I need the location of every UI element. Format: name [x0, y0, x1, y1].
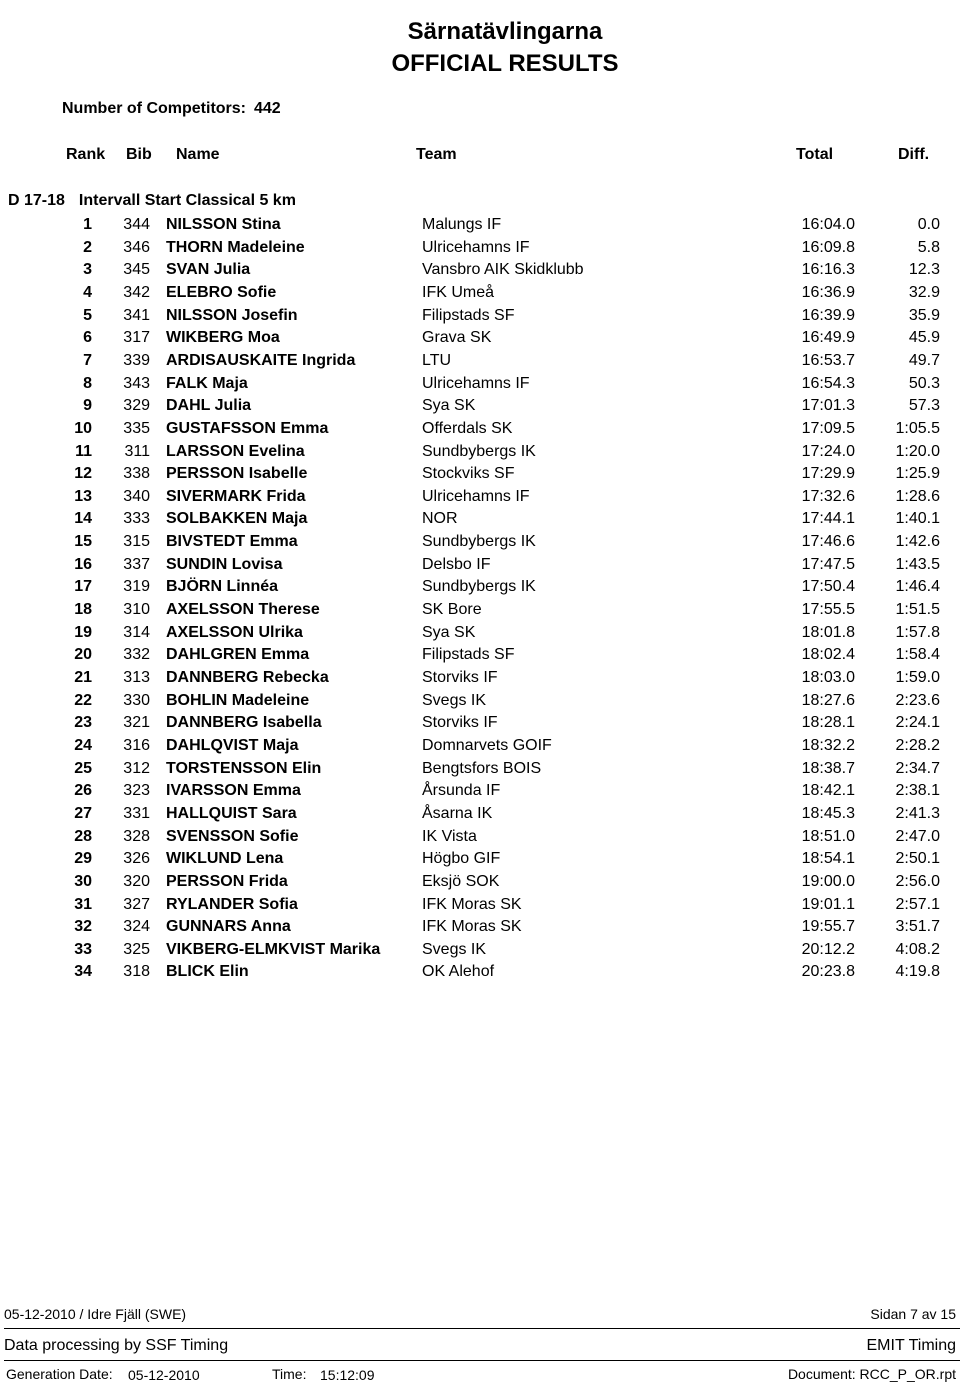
result-total: 17:24.0 [801, 442, 855, 460]
result-diff: 1:25.9 [895, 465, 940, 483]
result-row [0, 692, 960, 714]
result-bib: 327 [123, 895, 150, 913]
result-name: SIVERMARK Frida [166, 487, 306, 505]
result-team: Sya SK [422, 397, 476, 415]
result-total: 18:54.1 [801, 850, 855, 868]
result-row [0, 624, 960, 646]
result-bib: 337 [123, 555, 150, 573]
page-subtitle: OFFICIAL RESULTS [391, 50, 619, 77]
result-team: Ulricehamns IF [422, 238, 530, 256]
result-rank: 24 [74, 736, 92, 754]
footer-generation-value: 05-12-2010 [128, 1367, 200, 1383]
result-name: NILSSON Josefin [166, 306, 298, 324]
result-diff: 2:38.1 [895, 782, 940, 800]
result-total: 19:00.0 [801, 872, 855, 890]
result-bib: 311 [124, 442, 150, 460]
result-row [0, 352, 960, 374]
result-total: 19:01.1 [801, 895, 855, 913]
column-header-name: Name [176, 146, 220, 163]
result-total: 17:47.5 [801, 555, 855, 573]
result-rank: 15 [74, 533, 92, 551]
result-team: IFK Moras SK [422, 918, 522, 936]
result-total: 18:38.7 [801, 759, 855, 777]
result-row [0, 556, 960, 578]
footer-page-number: Sidan 7 av 15 [870, 1306, 956, 1322]
result-name: ELEBRO Sofie [166, 283, 277, 301]
footer-time-value: 15:12:09 [320, 1367, 375, 1383]
result-diff: 1:59.0 [895, 669, 940, 686]
column-header-rank: Rank [66, 146, 106, 163]
result-name: IVARSSON Emma [166, 782, 301, 800]
result-name: PERSSON Frida [166, 872, 288, 890]
result-rank: 11 [75, 442, 92, 460]
result-team: Domnarvets GOIF [422, 736, 552, 754]
result-name: SVENSSON Sofie [166, 827, 299, 845]
result-rank: 17 [74, 578, 92, 596]
result-total: 16:09.8 [801, 238, 855, 256]
result-team: Högbo GIF [422, 850, 501, 868]
result-row [0, 896, 960, 918]
result-total: 17:32.6 [801, 487, 855, 505]
result-name: TORSTENSSON Elin [166, 759, 322, 777]
result-total: 17:44.1 [801, 510, 855, 528]
page-title: Särnatävlingarna [407, 18, 603, 45]
column-header-total: Total [796, 146, 834, 163]
result-row [0, 760, 960, 782]
result-row [0, 737, 960, 759]
result-name: BLICK Elin [166, 963, 249, 981]
result-bib: 328 [123, 827, 150, 845]
result-bib: 344 [123, 216, 150, 233]
result-total: 17:01.3 [801, 397, 855, 415]
competitors-value: 442 [254, 100, 281, 117]
result-total: 18:28.1 [801, 714, 855, 732]
result-row [0, 329, 960, 351]
result-diff: 3:51.7 [895, 918, 940, 936]
result-team: Åsarna IK [422, 804, 493, 822]
result-total: 18:42.1 [801, 782, 855, 800]
footer-divider-bottom [4, 1360, 960, 1361]
result-bib: 321 [123, 714, 150, 732]
result-diff: 4:08.2 [895, 940, 940, 958]
result-row [0, 941, 960, 963]
result-diff: 1:51.5 [895, 601, 940, 619]
result-row [0, 601, 960, 623]
result-diff: 1:05.5 [895, 419, 940, 437]
result-rank: 3 [83, 261, 92, 279]
result-team: Filipstads SF [422, 646, 515, 664]
result-diff: 12.3 [908, 261, 940, 279]
result-rank: 32 [74, 918, 92, 936]
result-bib: 325 [123, 940, 150, 958]
column-header-diff: Diff. [898, 146, 930, 163]
result-row [0, 533, 960, 555]
result-total: 18:02.4 [801, 646, 855, 664]
result-row [0, 465, 960, 487]
result-row [0, 239, 960, 261]
result-total: 16:36.9 [801, 283, 855, 301]
result-name: WIKLUND Lena [166, 850, 284, 868]
result-name: GUSTAFSSON Emma [166, 419, 329, 437]
result-diff: 35.9 [908, 306, 940, 324]
result-diff: 1:46.4 [895, 578, 940, 596]
result-name: NILSSON Stina [166, 216, 281, 233]
result-diff: 32.9 [908, 283, 940, 301]
result-total: 17:55.5 [801, 601, 855, 619]
result-team: Storviks IF [422, 669, 498, 686]
result-name: DAHLGREN Emma [166, 646, 310, 664]
footer-generation-label: Generation Date: [6, 1366, 113, 1382]
result-row [0, 646, 960, 668]
result-total: 16:04.0 [801, 216, 855, 233]
footer-data-processing: Data processing by SSF Timing [4, 1337, 229, 1354]
result-total: 17:29.9 [801, 465, 855, 483]
result-diff: 1:58.4 [895, 646, 940, 664]
result-bib: 315 [123, 533, 150, 551]
result-row [0, 420, 960, 442]
result-bib: 312 [123, 759, 150, 777]
result-name: AXELSSON Ulrika [166, 623, 303, 641]
result-rank: 22 [74, 691, 92, 709]
result-rank: 4 [83, 283, 92, 301]
result-total: 16:53.7 [801, 351, 855, 369]
result-row [0, 488, 960, 510]
footer-date-place: 05-12-2010 / Idre Fjäll (SWE) [4, 1306, 187, 1322]
result-total: 19:55.7 [801, 918, 855, 936]
result-bib: 346 [123, 238, 150, 256]
result-total: 20:23.8 [801, 963, 855, 981]
result-diff: 50.3 [908, 374, 940, 392]
result-team: Delsbo IF [422, 555, 491, 573]
result-bib: 314 [123, 623, 150, 641]
result-row [0, 307, 960, 329]
result-row [0, 782, 960, 804]
result-team: Storviks IF [422, 714, 498, 732]
result-rank: 26 [74, 782, 92, 800]
result-total: 16:39.9 [801, 306, 855, 324]
result-total: 18:27.6 [801, 691, 855, 709]
result-name: THORN Madeleine [166, 238, 305, 256]
result-bib: 345 [123, 261, 150, 279]
result-diff: 2:50.1 [895, 850, 940, 868]
result-diff: 1:42.6 [895, 533, 940, 551]
result-name: LARSSON Evelina [166, 442, 305, 460]
result-team: Svegs IK [422, 691, 487, 709]
result-row [0, 918, 960, 940]
result-name: AXELSSON Therese [166, 601, 320, 619]
result-diff: 2:57.1 [895, 895, 940, 913]
result-bib: 324 [123, 918, 150, 936]
result-total: 20:12.2 [801, 940, 855, 958]
result-team: Sundbybergs IK [422, 578, 536, 596]
result-row [0, 510, 960, 532]
result-rank: 23 [74, 714, 92, 732]
result-diff: 4:19.8 [895, 963, 940, 981]
category-heading [8, 192, 296, 210]
footer-divider [4, 1328, 960, 1329]
result-team: Årsunda IF [422, 782, 501, 800]
footer-time-label: Time: [272, 1366, 307, 1382]
result-bib: 338 [123, 465, 150, 483]
result-rank: 2 [83, 238, 92, 256]
result-rank: 1 [83, 216, 92, 233]
result-name: FALK Maja [166, 374, 248, 392]
result-name: DANNBERG Rebecka [166, 669, 329, 686]
result-bib: 310 [123, 601, 150, 619]
result-diff: 1:20.0 [895, 442, 940, 460]
result-team: Vansbro AIK Skidklubb [422, 261, 584, 279]
result-row [0, 443, 960, 465]
result-team: IFK Moras SK [422, 895, 522, 913]
result-name: DAHL Julia [166, 397, 252, 415]
result-team: Sundbybergs IK [422, 533, 536, 551]
competitors-label: Number of Competitors: [62, 100, 246, 117]
result-diff: 57.3 [908, 397, 940, 415]
result-bib: 343 [123, 374, 150, 392]
result-bib: 329 [123, 397, 150, 415]
result-team: IK Vista [422, 827, 477, 845]
result-bib: 335 [123, 419, 150, 437]
result-rank: 21 [74, 669, 92, 686]
result-row [0, 963, 960, 985]
competitors-count [62, 100, 281, 118]
result-row [0, 578, 960, 600]
result-diff: 5.8 [917, 238, 940, 256]
result-diff: 45.9 [908, 329, 940, 347]
result-team: Eksjö SOK [422, 872, 500, 890]
result-team: Grava SK [422, 329, 492, 347]
result-total: 16:16.3 [801, 261, 855, 279]
result-rank: 19 [74, 623, 92, 641]
result-diff: 1:43.5 [895, 555, 940, 573]
result-bib: 317 [123, 329, 150, 347]
result-bib: 320 [123, 872, 150, 890]
result-team: Stockviks SF [422, 465, 515, 483]
result-total: 18:01.8 [801, 623, 855, 641]
result-team: Filipstads SF [422, 306, 515, 324]
result-bib: 331 [123, 804, 150, 822]
result-total: 16:54.3 [801, 374, 855, 392]
column-header-bib: Bib [126, 146, 152, 163]
result-team: LTU [422, 351, 452, 369]
result-team: Svegs IK [422, 940, 487, 958]
result-name: WIKBERG Moa [166, 329, 280, 347]
result-rank: 30 [74, 872, 92, 890]
result-name: HALLQUIST Sara [166, 804, 297, 822]
result-team: Malungs IF [422, 216, 502, 233]
result-diff: 2:23.6 [895, 691, 940, 709]
result-row [0, 261, 960, 283]
result-bib: 323 [123, 782, 150, 800]
result-total: 16:49.9 [801, 329, 855, 347]
result-rank: 27 [74, 804, 92, 822]
result-rank: 5 [83, 306, 92, 324]
result-total: 18:45.3 [801, 804, 855, 822]
result-total: 18:51.0 [801, 827, 855, 845]
result-rank: 9 [83, 397, 92, 415]
result-name: VIKBERG-ELMKVIST Marika [166, 940, 381, 958]
result-diff: 1:40.1 [895, 510, 940, 528]
result-rank: 33 [74, 940, 92, 958]
result-team: OK Alehof [422, 963, 495, 981]
result-name: RYLANDER Sofia [166, 895, 298, 913]
result-rank: 29 [74, 850, 92, 868]
result-rank: 25 [74, 759, 92, 777]
result-bib: 318 [123, 963, 150, 981]
result-name: SVAN Julia [166, 261, 251, 279]
footer-timing: EMIT Timing [866, 1337, 956, 1354]
result-diff: 2:56.0 [895, 872, 940, 890]
result-bib: 326 [123, 850, 150, 868]
result-row [0, 873, 960, 895]
result-row [0, 850, 960, 872]
result-rank: 18 [74, 601, 92, 619]
result-diff: 1:57.8 [895, 623, 940, 641]
result-bib: 341 [123, 306, 150, 324]
result-rank: 6 [83, 329, 92, 347]
result-name: BJÖRN Linnéa [166, 578, 279, 596]
result-row [0, 216, 960, 238]
result-team: Bengtsfors BOIS [422, 759, 542, 777]
result-rank: 20 [74, 646, 92, 664]
result-rank: 14 [74, 510, 92, 528]
footer-document: Document: RCC_P_OR.rpt [787, 1366, 956, 1382]
result-bib: 339 [123, 351, 150, 369]
result-diff: 2:28.2 [895, 736, 940, 754]
result-name: SOLBAKKEN Maja [166, 510, 308, 528]
result-team: Sundbybergs IK [422, 442, 536, 460]
result-bib: 332 [123, 646, 150, 664]
result-bib: 330 [123, 691, 150, 709]
result-bib: 316 [123, 736, 150, 754]
result-rank: 12 [74, 465, 92, 483]
result-total: 17:09.5 [801, 419, 855, 437]
result-bib: 342 [123, 283, 150, 301]
result-name: BIVSTEDT Emma [166, 533, 298, 551]
result-row [0, 397, 960, 419]
result-bib: 333 [123, 510, 150, 528]
result-team: Ulricehamns IF [422, 374, 530, 392]
result-rank: 13 [74, 487, 92, 505]
result-row [0, 375, 960, 397]
result-rank: 31 [74, 895, 92, 913]
result-row [0, 805, 960, 827]
result-diff: 49.7 [908, 351, 940, 369]
result-row [0, 284, 960, 306]
result-row [0, 828, 960, 850]
category-event: Intervall Start Classical 5 km [78, 192, 296, 209]
result-rank: 28 [74, 827, 92, 845]
result-name: BOHLIN Madeleine [166, 691, 310, 709]
result-team: Sya SK [422, 623, 476, 641]
result-diff: 2:47.0 [895, 827, 940, 845]
result-diff: 1:28.6 [895, 487, 940, 505]
result-team: NOR [422, 510, 458, 528]
result-total: 17:50.4 [801, 578, 855, 596]
result-team: Ulricehamns IF [422, 487, 530, 505]
result-diff: 2:34.7 [895, 759, 940, 777]
result-team: IFK Umeå [422, 283, 495, 301]
result-row [0, 669, 960, 691]
result-total: 18:32.2 [801, 736, 855, 754]
result-rank: 16 [74, 555, 92, 573]
result-diff: 0.0 [917, 216, 940, 233]
result-name: GUNNARS Anna [166, 918, 291, 936]
result-name: SUNDIN Lovisa [166, 555, 283, 573]
result-rank: 7 [83, 351, 92, 369]
result-team: Offerdals SK [422, 419, 513, 437]
result-rank: 10 [74, 419, 92, 437]
result-rank: 8 [83, 374, 92, 392]
result-name: DANNBERG Isabella [166, 714, 322, 732]
result-bib: 319 [123, 578, 150, 596]
result-bib: 340 [123, 487, 150, 505]
result-row [0, 714, 960, 736]
result-name: PERSSON Isabelle [166, 465, 308, 483]
category-class: D 17-18 [8, 192, 65, 209]
result-team: SK Bore [422, 601, 482, 619]
result-diff: 2:24.1 [895, 714, 940, 732]
result-diff: 2:41.3 [895, 804, 940, 822]
column-header-team: Team [416, 146, 457, 163]
result-bib: 313 [123, 669, 150, 686]
result-rank: 34 [74, 963, 92, 981]
result-name: ARDISAUSKAITE Ingrida [166, 351, 356, 369]
result-total: 18:03.0 [801, 669, 855, 686]
result-name: DAHLQVIST Maja [166, 736, 299, 754]
result-total: 17:46.6 [801, 533, 855, 551]
